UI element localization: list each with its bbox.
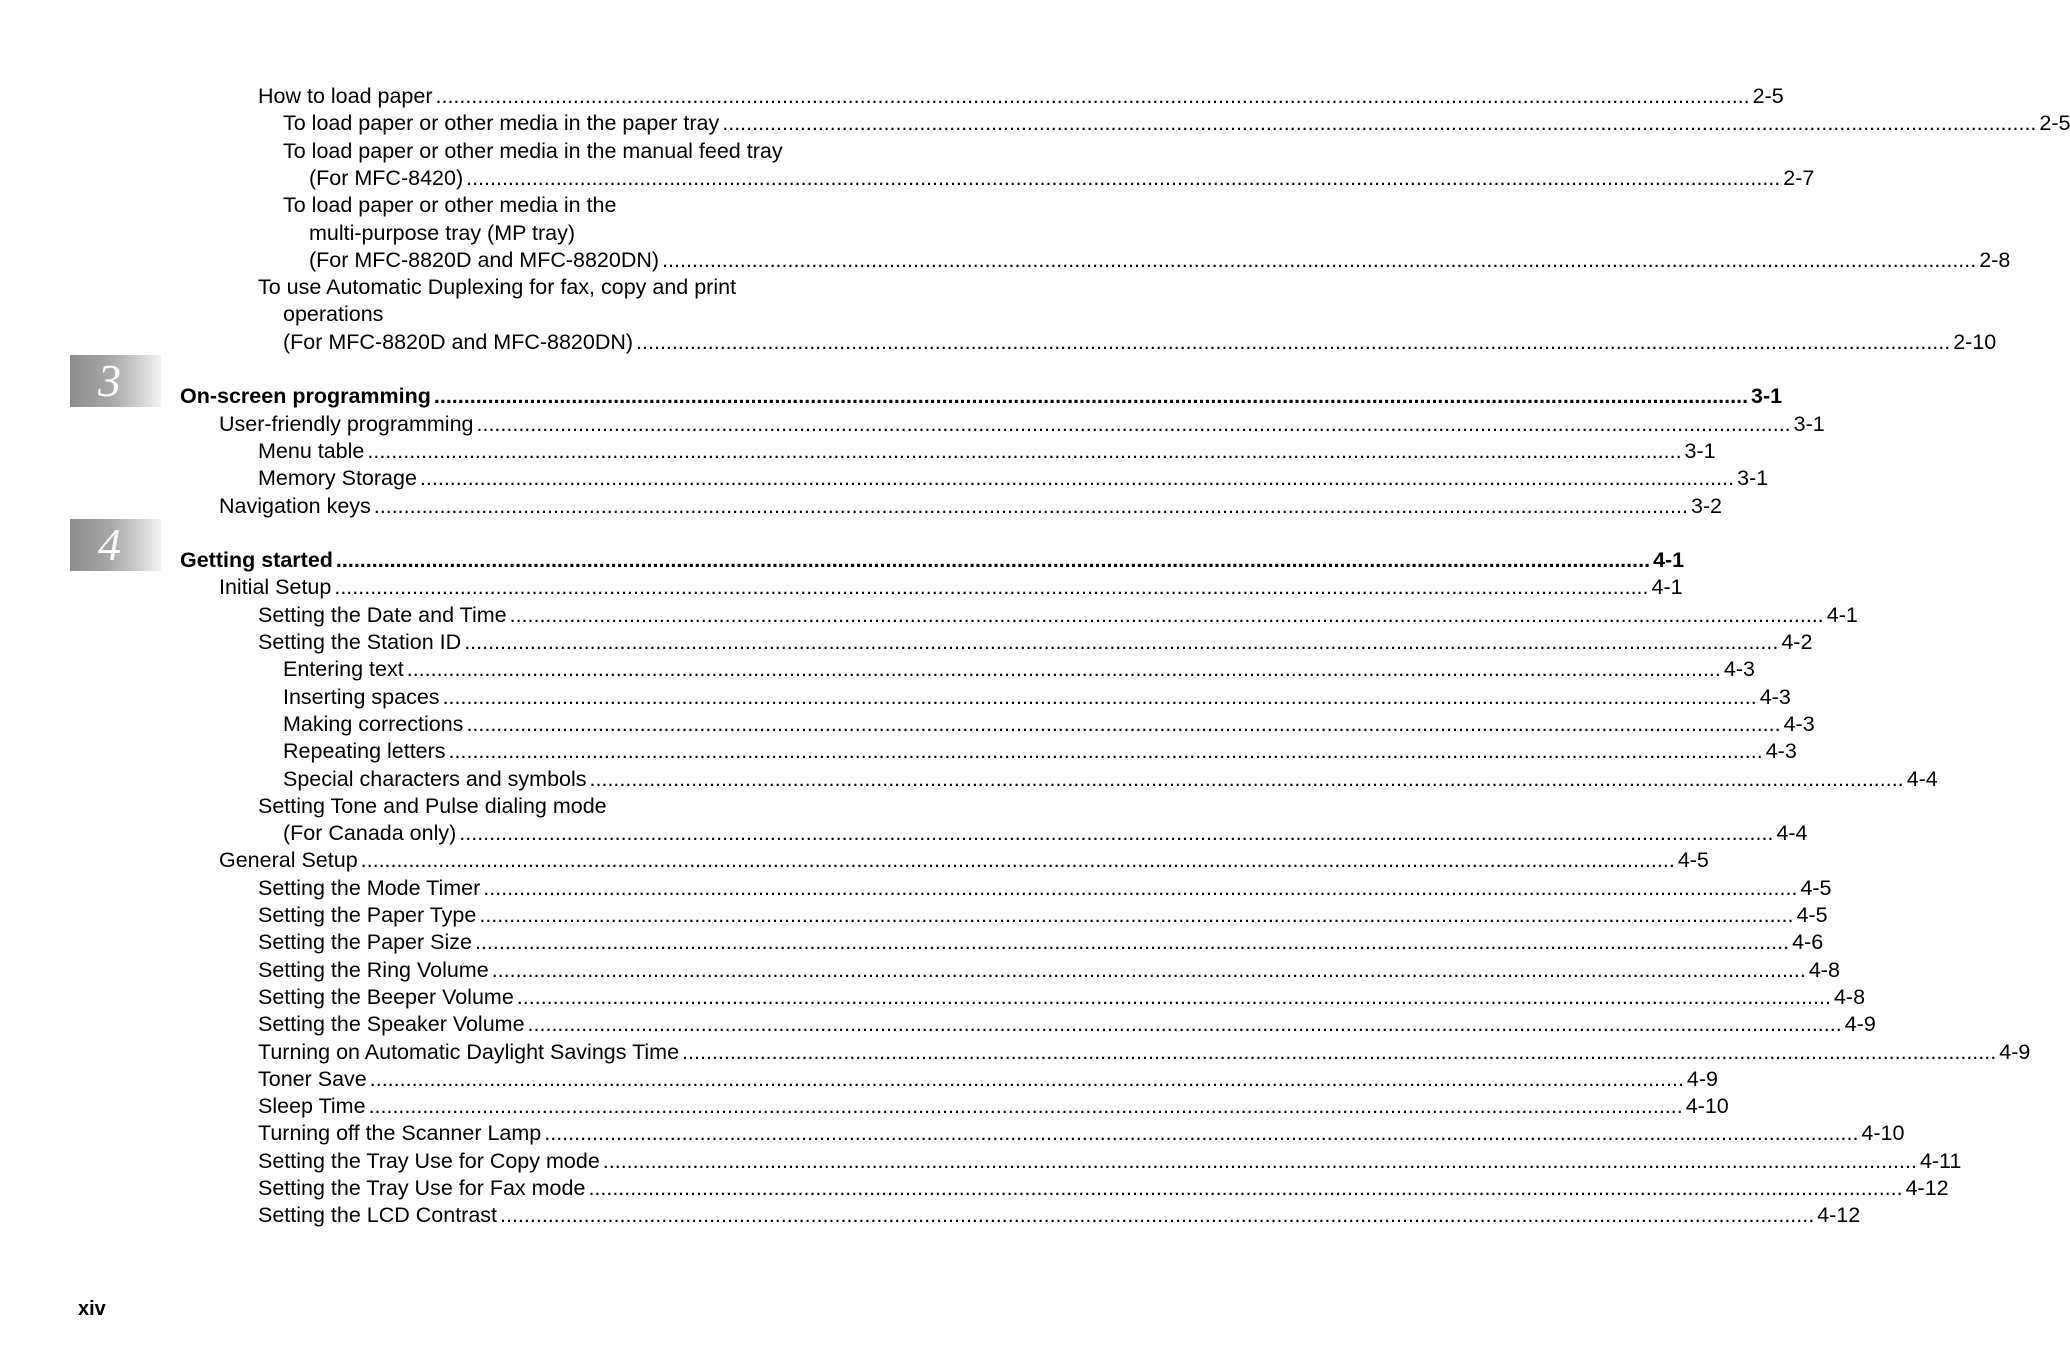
toc-entry-title: Setting the Tray Use for Copy mode [258,1148,600,1173]
toc-entry [258,1093,1729,1120]
dot-leader: ............................................................................................................................................................................................................................ [448,739,1763,764]
toc-entry [258,957,1840,984]
dot-leader: ............................................................................................................................................................................................................................ [474,930,1790,955]
dot-leader: ............................................................................................................................................................................................................................ [500,1203,1815,1228]
dot-leader: ............................................................................................................................................................................................................................ [464,630,1779,654]
toc-entry-title: On-screen programming [180,384,431,409]
toc-page-number: 4-5 [1677,848,1709,873]
toc-entry-title: To load paper or other media in the manual feed tray [283,138,783,163]
toc-page-number: 3-1 [1684,438,1716,463]
toc-entry-title: operations [283,302,384,327]
toc-entry-title: Initial Setup [219,575,332,600]
toc-page-number: 4-5 [1796,903,1828,927]
toc-entry [219,411,1825,438]
toc-entry-title: Menu table [258,438,365,463]
toc-page-number: 4-3 [1759,684,1791,709]
toc-entry-title: User-friendly programming [219,411,474,436]
dot-leader: ............................................................................................................................................................................................................................ [509,602,1824,627]
toc-page-number: 4-10 [1685,1094,1729,1119]
toc-entry [283,766,1938,793]
toc-entry-title: (For MFC-8420) [309,165,464,190]
toc-entry-title: Memory Storage [258,466,417,491]
toc-page-number: 4-1 [1651,575,1683,600]
toc-page-number: 3-2 [1690,493,1723,518]
toc-entry-title: Entering text [283,657,404,682]
toc-entry-title: Setting the LCD Contrast [258,1203,498,1228]
toc-entry-title: To use Automatic Duplexing for fax, copy and print [258,275,737,300]
dot-leader: ............................................................................................................................................................................................................................ [491,957,1806,982]
chapter-number: 3 [98,355,121,407]
toc-entry-title: Getting started [180,548,333,573]
toc-entry [219,847,1709,874]
toc-page-number: 4-12 [1905,1176,1949,1200]
dot-leader: ............................................................................................................................................................................................................................ [636,329,1951,354]
toc-entry [283,192,824,219]
toc-entry-title: Setting the Date and Time [258,602,507,627]
dot-leader: ............................................................................................................................................................................................................................ [662,247,1977,272]
toc-entry-title: General Setup [219,848,358,873]
toc-entry-title: Toner Save [258,1066,367,1091]
dot-leader: ............................................................................................................................................................................................................................ [476,411,1791,436]
toc-entry [258,1011,1876,1038]
toc-entry [258,274,824,301]
dot-leader: ............................................................................................................................................................................................................................ [442,684,1757,709]
toc-entry [258,1175,1949,1202]
toc-entry-title: To load paper or other media in the [283,193,617,218]
dot-leader: ............................................................................................................................................................................................................................ [335,548,1651,573]
toc-entry [258,902,1828,929]
toc-entry [283,820,1808,847]
toc-page-number: 4-3 [1723,657,1755,682]
toc-page-number: 4-9 [1844,1012,1876,1037]
toc-entry [283,684,1791,711]
toc-entry [283,301,824,328]
toc-entry [283,738,1797,765]
dot-leader: ............................................................................................................................................................................................................................ [483,875,1798,900]
toc-entry-title: (For MFC-8820D and MFC-8820DN) [309,247,660,272]
dot-leader: ............................................................................................................................................................................................................................ [589,766,1904,791]
dot-leader: ............................................................................................................................................................................................................................ [369,1066,1684,1091]
toc-page-number: 4-3 [1783,711,1815,736]
toc-page-number: 4-3 [1765,739,1797,764]
dot-leader: ............................................................................................................................................................................................................................ [367,438,1682,463]
toc-entry [309,220,824,247]
toc-entry-title: Making corrections [283,711,464,736]
toc-entry [283,110,2070,137]
toc-page-number: 3-1 [1793,411,1825,436]
toc-entry-title: Inserting spaces [283,684,440,709]
toc-entry [258,929,1824,956]
toc-entry-title: Special characters and symbols [283,766,587,791]
toc-entry [283,711,1815,738]
toc-page-number: 4-12 [1817,1203,1861,1228]
toc-entry [258,1066,1718,1093]
dot-leader: ............................................................................................................................................................................................................................ [588,1176,1903,1200]
dot-leader: ............................................................................................................................................................................................................................ [516,984,1831,1009]
dot-leader: ............................................................................................................................................................................................................................ [544,1121,1859,1146]
toc-page-number: 4-1 [1653,548,1685,573]
toc-page-number: 4-9 [1999,1039,2031,1064]
toc-entry-title: multi-purpose tray (MP tray) [309,220,576,245]
toc-entry [258,602,1858,629]
toc-page-number: 4-6 [1792,930,1824,955]
toc-page-number: 4-5 [1800,875,1832,900]
dot-leader: ............................................................................................................................................................................................................................ [479,903,1794,927]
toc-entry-title: Setting the Mode Timer [258,875,481,900]
toc-page-number: 2-5 [2039,111,2070,136]
toc-page-number: 4-8 [1808,957,1840,982]
toc-entry [258,465,1769,492]
toc-entry [258,629,1813,656]
toc-page-number: 4-4 [1906,766,1938,791]
toc-entry-title: Repeating letters [283,739,446,764]
dot-leader: ............................................................................................................................................................................................................................ [360,848,1675,873]
toc-entry [283,138,824,165]
toc-entry-title: Turning off the Scanner Lamp [258,1121,542,1146]
toc-entry-title: Sleep Time [258,1094,366,1119]
toc-entry-title: Turning on Automatic Daylight Savings Time [258,1039,680,1064]
page-folio: xiv [78,1298,106,1320]
toc-entry [258,1039,2031,1066]
dot-leader: ............................................................................................................................................................................................................................ [682,1039,1997,1064]
dot-leader: ............................................................................................................................................................................................................................ [433,384,1749,409]
toc-entry-title: Setting the Paper Size [258,930,472,955]
toc-entry [219,493,1723,520]
toc-entry-title: Setting the Beeper Volume [258,984,514,1009]
toc-entry [258,875,1832,902]
toc-page-number: 4-2 [1781,630,1813,654]
chapter-tab [70,355,161,407]
chapter-tab [70,519,161,571]
toc-entry [309,165,1815,192]
dot-leader: ............................................................................................................................................................................................................................ [334,575,1649,600]
toc-entry [309,247,2011,274]
toc-entry-title: Setting Tone and Pulse dialing mode [258,793,607,818]
toc-page-number: 4-1 [1826,602,1858,627]
toc-entry [258,1148,1962,1175]
toc-page-number: 2-5 [1752,84,1784,108]
toc-page-number: 4-10 [1861,1121,1905,1146]
dot-leader: ............................................................................................................................................................................................................................ [419,466,1735,491]
toc-entry-title: Navigation keys [219,493,371,518]
dot-leader: ............................................................................................................................................................................................................................ [373,493,1688,518]
toc-page-number: 2-10 [1953,329,1997,354]
toc-chapter-heading [180,547,1685,574]
dot-leader: ............................................................................................................................................................................................................................ [406,657,1721,682]
dot-leader: ............................................................................................................................................................................................................................ [368,1094,1683,1119]
toc-entry-title: (For MFC-8820D and MFC-8820DN) [283,329,634,354]
toc-entry-title: Setting the Speaker Volume [258,1012,525,1037]
chapter-number: 4 [98,519,121,571]
toc-entry-title: Setting the Tray Use for Fax mode [258,1176,586,1200]
dot-leader: ............................................................................................................................................................................................................................ [602,1148,1917,1173]
toc-page-number: 4-8 [1833,984,1866,1009]
toc-entry [219,574,1683,601]
toc-entry [283,656,1755,683]
toc-entry-title: Setting the Ring Volume [258,957,489,982]
toc-entry-title: To load paper or other media in the paper tray [283,111,720,136]
toc-entry [258,83,1784,110]
toc-page-number: 2-8 [1979,247,2011,272]
toc-chapter-heading [180,383,1783,410]
toc-page-number: 4-11 [1919,1148,1962,1173]
toc-entry-title: How to load paper [258,84,433,108]
toc-entry [258,438,1716,465]
toc-entry [258,1202,1861,1229]
toc-page-number: 3-1 [1737,466,1769,491]
toc-entry [258,984,1866,1011]
toc-page-number: 2-7 [1783,165,1815,190]
dot-leader: ............................................................................................................................................................................................................................ [722,111,2037,136]
dot-leader: ............................................................................................................................................................................................................................ [435,84,1750,108]
toc-entry-title: Setting the Station ID [258,630,462,654]
toc-page-number: 4-9 [1686,1066,1718,1091]
toc-entry-title: Setting the Paper Type [258,903,477,927]
dot-leader: ............................................................................................................................................................................................................................ [459,821,1774,846]
dot-leader: ............................................................................................................................................................................................................................ [466,165,1781,190]
toc-entry [258,1120,1905,1147]
toc-entry [258,793,824,820]
toc-page-number: 3-1 [1751,384,1783,409]
dot-leader: ............................................................................................................................................................................................................................ [527,1012,1842,1037]
toc-entry [283,329,1997,356]
toc-page-number: 4-4 [1776,821,1808,846]
toc-entry-title: (For Canada only) [283,821,457,846]
dot-leader: ............................................................................................................................................................................................................................ [466,711,1781,736]
